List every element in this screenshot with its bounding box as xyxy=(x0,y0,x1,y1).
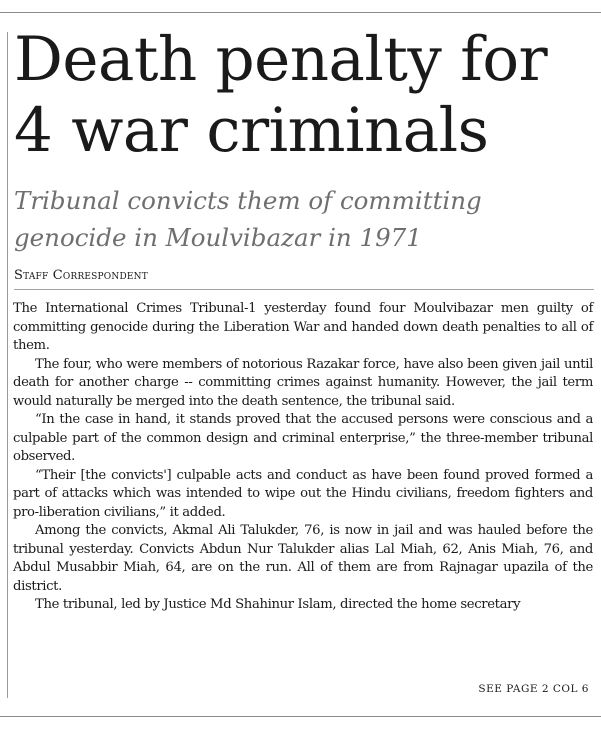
subheadline xyxy=(14,182,594,256)
article-body xyxy=(13,300,593,615)
subhead-line-1: Tribunal convicts them of committing xyxy=(14,186,482,215)
subhead-line-2: genocide in Moulvibazar in 1971 xyxy=(14,223,422,252)
headline xyxy=(14,24,594,166)
paragraph-3: “In the case in hand, it stands proved that the accused persons were conscious and a culpable part of the common design and criminal enterprise,” the three-member tribunal observed. xyxy=(13,412,593,464)
top-border-rule xyxy=(0,12,601,13)
left-column-rule xyxy=(7,32,8,698)
byline-divider xyxy=(14,289,594,290)
paragraph-1: The International Crimes Tribunal-1 yesterday found four Moulvibazar men guilty of committing genocide during the Liberation War and handed down death penalties to all of them. xyxy=(13,301,593,353)
headline-line-1: Death penalty for xyxy=(14,24,548,95)
bottom-border-rule xyxy=(0,716,601,717)
byline: Staff Correspondent xyxy=(14,268,148,283)
paragraph-2: The four, who were members of notorious Razakar force, have also been given jail until death for another charge -- committing crimes against humanity. However, the jail term would naturally be merged into the death sentence, the tribunal said. xyxy=(13,356,593,409)
paragraph-5: Among the convicts, Akmal Ali Talukder, 76, is now in jail and was hauled before the tribunal yesterday. Convicts Abdun Nur Talukder alias Lal Miah, 62, Anis Miah, 76, and Abdul Musabbir Miah, 64, are on the run. All of them are from Rajnagar upazila of the district. xyxy=(13,523,593,594)
continuation-link[interactable]: SEE PAGE 2 COL 6 xyxy=(478,683,589,695)
paragraph-4: “Their [the convicts'] culpable acts and conduct as have been found proved formed a part of attacks which was intended to wipe out the Hindu civilians, freedom fighters and pro-liberation civilians,” it added. xyxy=(13,467,593,520)
headline-line-2: 4 war criminals xyxy=(14,95,489,166)
paragraph-6: The tribunal, led by Justice Md Shahinur Islam, directed the home secretary xyxy=(35,597,521,612)
